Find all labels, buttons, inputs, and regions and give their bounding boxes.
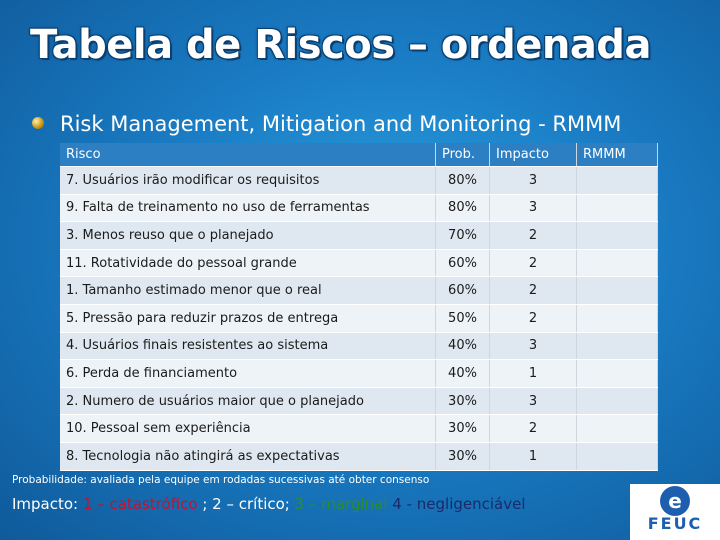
impacto-sep-1: ; (197, 495, 213, 513)
cell-impacto: 1 (490, 360, 577, 388)
impacto-label: Impacto: (12, 495, 83, 513)
table-row (60, 304, 658, 332)
table-row (60, 194, 658, 222)
cell-rmmm (577, 304, 658, 332)
impacto-2: 2 – crítico; (212, 495, 290, 513)
cell-impacto: 2 (490, 415, 577, 443)
cell-prob: 30% (436, 387, 490, 415)
cell-rmmm (577, 167, 658, 195)
cell-risco: 4. Usuários finais resistentes ao sistema (60, 332, 436, 360)
table-row (60, 442, 658, 470)
cell-rmmm (577, 442, 658, 470)
cell-risco: 9. Falta de treinamento no uso de ferramentas (60, 194, 436, 222)
table-row (60, 360, 658, 388)
slide-title: Tabela de Riscos – ordenada (30, 22, 651, 68)
cell-risco: 1. Tamanho estimado menor que o real (60, 277, 436, 305)
logo-text: FEUC (647, 514, 703, 533)
table-row (60, 222, 658, 250)
cell-rmmm (577, 222, 658, 250)
cell-rmmm (577, 249, 658, 277)
cell-rmmm (577, 387, 658, 415)
cell-risco: 6. Perda de financiamento (60, 360, 436, 388)
cell-prob: 40% (436, 360, 490, 388)
impacto-4: 4 - negligenciável (392, 495, 526, 513)
cell-impacto: 2 (490, 249, 577, 277)
feuc-logo (630, 484, 720, 540)
impacto-note (12, 495, 526, 513)
probabilidade-note: Probabilidade: avaliada pela equipe em rodadas sucessivas até obter consenso (12, 474, 430, 486)
cell-rmmm (577, 277, 658, 305)
cell-impacto: 2 (490, 277, 577, 305)
table-row (60, 167, 658, 195)
cell-prob: 50% (436, 304, 490, 332)
table-row (60, 249, 658, 277)
cell-risco: 3. Menos reuso que o planejado (60, 222, 436, 250)
cell-rmmm (577, 360, 658, 388)
risk-table (60, 143, 658, 471)
cell-prob: 70% (436, 222, 490, 250)
cell-impacto: 3 (490, 387, 577, 415)
impacto-3: 3 – marginal (294, 495, 388, 513)
cell-risco: 8. Tecnologia não atingirá as expectativas (60, 442, 436, 470)
table-row (60, 277, 658, 305)
cell-risco: 2. Numero de usuários maior que o planejado (60, 387, 436, 415)
cell-prob: 30% (436, 415, 490, 443)
cell-impacto: 2 (490, 304, 577, 332)
table-row (60, 387, 658, 415)
cell-rmmm (577, 194, 658, 222)
cell-impacto: 2 (490, 222, 577, 250)
cell-risco: 5. Pressão para reduzir prazos de entrega (60, 304, 436, 332)
cell-prob: 30% (436, 442, 490, 470)
header-impacto: Impacto (490, 143, 577, 167)
cell-impacto: 3 (490, 167, 577, 195)
logo-mark-icon: e (660, 486, 690, 516)
cell-risco: 10. Pessoal sem experiência (60, 415, 436, 443)
table-row (60, 415, 658, 443)
table-row (60, 332, 658, 360)
cell-risco: 11. Rotatividade do pessoal grande (60, 249, 436, 277)
header-rmmm: RMMM (577, 143, 658, 167)
cell-prob: 60% (436, 249, 490, 277)
slide-subtitle: Risk Management, Mitigation and Monitoring - RMMM (60, 112, 622, 136)
cell-impacto: 3 (490, 194, 577, 222)
cell-rmmm (577, 415, 658, 443)
bullet-icon (32, 117, 44, 129)
header-risco: Risco (60, 143, 436, 167)
cell-prob: 40% (436, 332, 490, 360)
table-header-row (60, 143, 658, 167)
cell-rmmm (577, 332, 658, 360)
cell-prob: 80% (436, 167, 490, 195)
cell-prob: 60% (436, 277, 490, 305)
cell-impacto: 1 (490, 442, 577, 470)
header-prob: Prob. (436, 143, 490, 167)
cell-risco: 7. Usuários irão modificar os requisitos (60, 167, 436, 195)
cell-impacto: 3 (490, 332, 577, 360)
impacto-1: 1 – catastrófico (82, 495, 198, 513)
cell-prob: 80% (436, 194, 490, 222)
